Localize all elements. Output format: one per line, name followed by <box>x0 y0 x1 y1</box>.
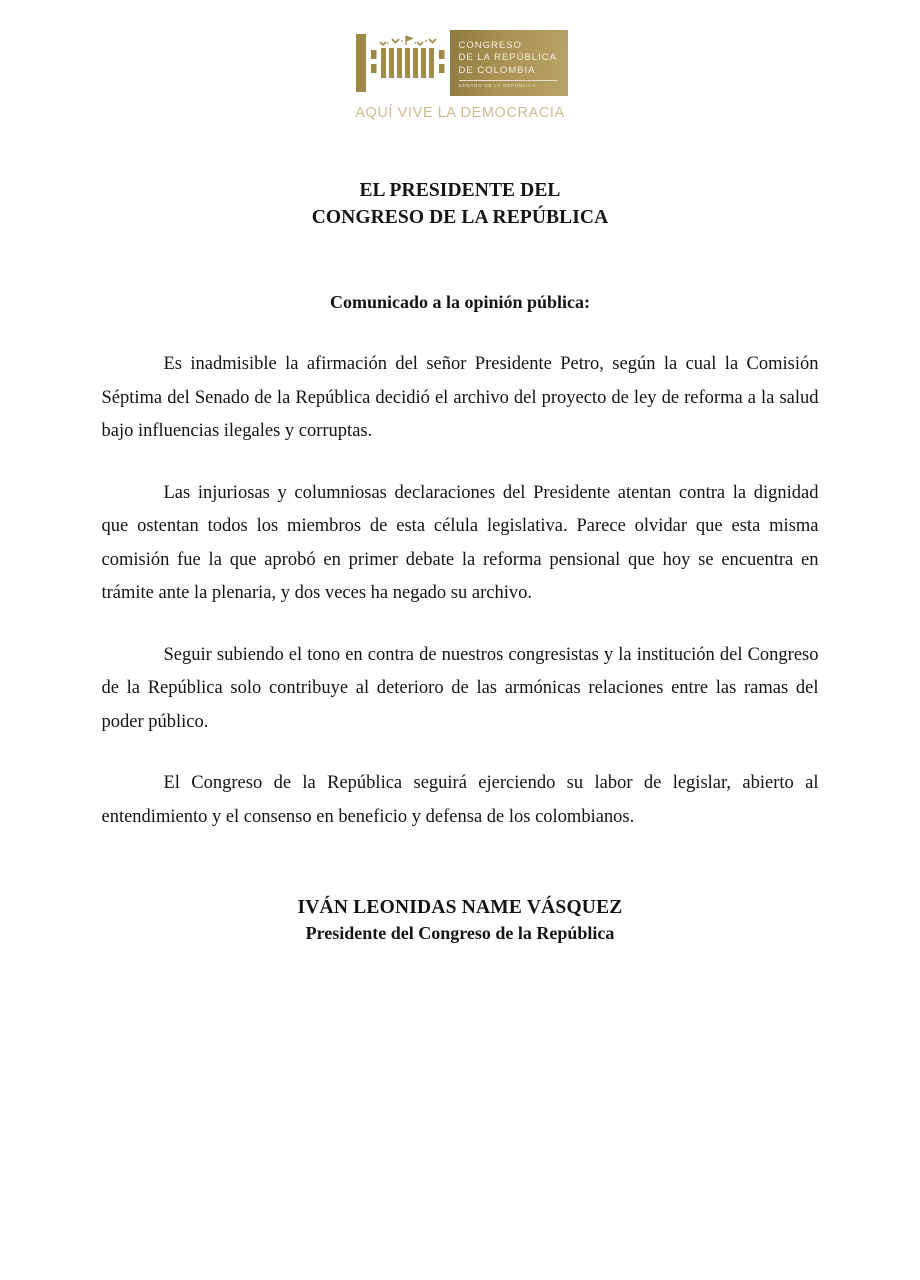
signature-block <box>102 895 819 946</box>
signatory-role: Presidente del Congreso de la República <box>305 923 615 943</box>
congress-logo <box>353 30 568 121</box>
paragraph-3: Seguir subiendo el tono en contra de nuestros congresistas y la institución del Congreso de la República solo contribuye al deterioro de las armónicas relaciones entre las ramas del poder público. <box>101 644 819 732</box>
congress-capitol-columns-icon <box>353 30 450 96</box>
letterhead-tagline: AQUÍ VIVE LA DEMOCRACIA <box>355 105 565 121</box>
wordmark-line-3: DE COLOMBIA <box>458 64 536 76</box>
signatory-name: IVÁN LEONIDAS NAME VÁSQUEZ <box>297 897 623 918</box>
wordmark-subtitle: SENADO DE LA REPÚBLICA <box>458 82 537 88</box>
page-title-line-1: EL PRESIDENTE DEL <box>359 180 561 201</box>
paragraph-2: Las injuriosas y columniosas declaraciones del Presidente atentan contra la dignidad que ostentan todos los miembros de esta célula legislativa. Parece olvidar que esta misma comisión fue la que aprobó en primer debate la reforma pensional que hoy se encuentra en trámite ante la plenaria, y dos veces ha negado su archivo. <box>101 482 819 603</box>
congress-wordmark-box <box>450 30 568 96</box>
wordmark-line-1: CONGRESO <box>458 39 522 51</box>
logo-main-row <box>353 30 568 96</box>
document-subtitle: Comunicado a la opinión pública: <box>329 292 591 312</box>
letterhead <box>0 0 920 121</box>
wordmark-divider <box>459 80 558 81</box>
page-title <box>102 177 819 231</box>
page-title-line-2: CONGRESO DE LA REPÚBLICA <box>311 207 609 228</box>
document-body <box>102 121 819 946</box>
paragraph-1: Es inadmisible la afirmación del señor Presidente Petro, según la cual la Comisión Séptima del Senado de la República decidió el archivo del proyecto de ley de reforma a la salud bajo influencias ilegales y corruptas. <box>101 354 819 441</box>
paragraph-4: El Congreso de la República seguirá ejerciendo su labor de legislar, abierto al entendimiento y el consenso en beneficio y defensa de los colombianos. <box>101 773 819 827</box>
wordmark-line-2: DE LA REPÚBLICA <box>458 52 557 63</box>
